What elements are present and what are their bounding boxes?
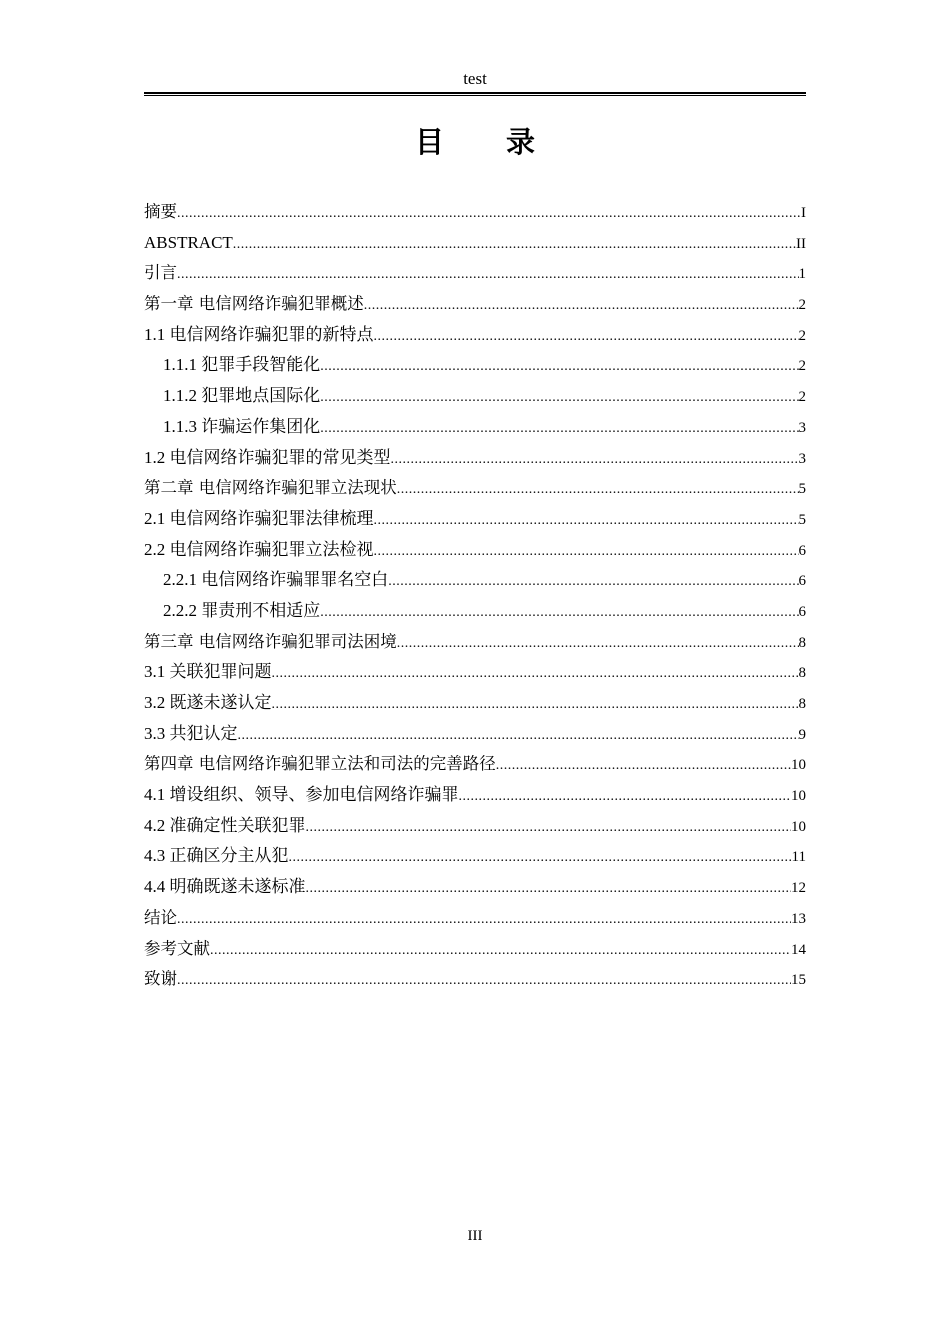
toc-entry[interactable] bbox=[144, 903, 806, 934]
toc-entry-label: 1.2 电信网络诈骗犯罪的常见类型 bbox=[144, 447, 391, 467]
toc-entry[interactable] bbox=[144, 565, 806, 596]
toc-entry-page: 6 bbox=[798, 603, 806, 620]
page-number: III bbox=[467, 1228, 483, 1244]
toc-leader-dots bbox=[374, 506, 799, 536]
toc-entry[interactable] bbox=[144, 504, 806, 535]
toc-entry-label: 2.1 电信网络诈骗犯罪法律梳理 bbox=[144, 508, 374, 528]
toc-entry-page: 5 bbox=[798, 481, 806, 498]
toc-entry-label: 第三章 电信网络诈骗犯罪司法困境 bbox=[144, 631, 397, 651]
toc-entry-label: 第二章 电信网络诈骗犯罪立法现状 bbox=[144, 478, 397, 498]
toc-leader-dots bbox=[391, 445, 799, 475]
toc-leader-dots bbox=[306, 874, 792, 904]
toc-leader-dots bbox=[320, 383, 798, 413]
toc-entry-page: 9 bbox=[798, 726, 806, 743]
toc-leader-dots bbox=[388, 567, 798, 597]
toc-entry-label: 2.2.2 罪责刑不相适应 bbox=[163, 600, 321, 620]
toc-leader-dots bbox=[177, 199, 801, 229]
toc-entry-page: 2 bbox=[798, 327, 806, 344]
toc-entry[interactable] bbox=[144, 320, 806, 351]
toc-leader-dots bbox=[210, 936, 791, 966]
toc-entry-label: 3.3 共犯认定 bbox=[144, 723, 238, 743]
toc-entry-page: 2 bbox=[798, 358, 806, 375]
toc-entry-label: 1.1.3 诈骗运作集团化 bbox=[163, 416, 321, 436]
toc-entry-page: 3 bbox=[798, 419, 806, 436]
toc-leader-dots bbox=[320, 414, 798, 444]
toc-leader-dots bbox=[459, 782, 792, 812]
toc-entry[interactable] bbox=[144, 688, 806, 719]
page-header: test bbox=[463, 69, 487, 88]
toc-entry[interactable] bbox=[144, 381, 806, 412]
toc-leader-dots bbox=[238, 721, 799, 751]
toc-leader-dots bbox=[272, 659, 799, 689]
toc-entry[interactable] bbox=[144, 780, 806, 811]
toc-entry[interactable] bbox=[144, 934, 806, 965]
toc-entry[interactable] bbox=[144, 964, 806, 995]
toc-entry-page: 10 bbox=[791, 757, 806, 774]
toc-entry-label: 第一章 电信网络诈骗犯罪概述 bbox=[144, 294, 364, 314]
toc-leader-dots bbox=[177, 966, 791, 996]
toc-entry-page: 5 bbox=[798, 511, 806, 528]
toc-entry[interactable] bbox=[144, 749, 806, 780]
toc-entry-page: 1 bbox=[798, 266, 806, 283]
toc-entry-label: ABSTRACT bbox=[144, 232, 233, 252]
toc-entry-page: 6 bbox=[798, 573, 806, 590]
toc-entry-label: 4.1 增设组织、领导、参加电信网络诈骗罪 bbox=[144, 785, 459, 805]
toc-entry[interactable] bbox=[144, 719, 806, 750]
toc-leader-dots bbox=[177, 905, 791, 935]
toc-entry[interactable] bbox=[144, 841, 806, 872]
toc-leader-dots bbox=[272, 690, 799, 720]
toc-entry[interactable] bbox=[144, 258, 806, 289]
toc-entry[interactable] bbox=[144, 350, 806, 381]
toc-entry-label: 4.2 准确定性关联犯罪 bbox=[144, 815, 306, 835]
toc-entry[interactable] bbox=[144, 443, 806, 474]
toc-entry-page: II bbox=[796, 235, 806, 252]
toc-entry-page: 11 bbox=[791, 849, 806, 866]
toc-entry-page: 15 bbox=[791, 972, 806, 989]
toc-leader-dots bbox=[496, 751, 791, 781]
toc-entry-page: 13 bbox=[791, 910, 806, 927]
toc-entry-label: 2.2 电信网络诈骗犯罪立法检视 bbox=[144, 539, 374, 559]
toc-leader-dots bbox=[374, 322, 799, 352]
toc-entry-page: 2 bbox=[798, 389, 806, 406]
toc-leader-dots bbox=[397, 475, 799, 505]
toc-entry[interactable] bbox=[144, 228, 806, 259]
toc-entry-label: 1.1.1 犯罪手段智能化 bbox=[163, 355, 321, 375]
toc-entry-label: 3.2 既遂未遂认定 bbox=[144, 693, 272, 712]
header-rule-thin bbox=[144, 95, 806, 96]
toc-entry-page: 2 bbox=[798, 297, 806, 314]
toc-entry-label: 1.1.2 犯罪地点国际化 bbox=[163, 386, 321, 406]
toc-entry-label: 3.1 关联犯罪问题 bbox=[144, 662, 272, 682]
toc-entry-label: 引言 bbox=[144, 263, 177, 283]
toc-entry-page: I bbox=[801, 205, 806, 221]
toc-entry-label: 1.1 电信网络诈骗犯罪的新特点 bbox=[144, 324, 374, 344]
toc-entry-label: 致谢 bbox=[144, 969, 177, 989]
toc-leader-dots bbox=[177, 260, 799, 290]
toc-entry[interactable] bbox=[144, 872, 806, 903]
toc-entry-page: 12 bbox=[791, 880, 806, 897]
toc-entry-label: 摘要 bbox=[144, 202, 177, 221]
toc-leader-dots bbox=[306, 813, 792, 843]
toc-entry-page: 14 bbox=[791, 941, 806, 958]
toc-leader-dots bbox=[289, 843, 792, 873]
toc-entry[interactable] bbox=[144, 596, 806, 627]
toc-entry[interactable] bbox=[144, 412, 806, 443]
toc-entry-label: 第四章 电信网络诈骗犯罪立法和司法的完善路径 bbox=[144, 754, 496, 774]
toc-entry[interactable] bbox=[144, 289, 806, 320]
toc-entry[interactable] bbox=[144, 811, 806, 842]
toc-entry-page: 8 bbox=[798, 634, 806, 651]
toc-entry-label: 结论 bbox=[144, 907, 177, 927]
toc-entry-page: 8 bbox=[798, 696, 806, 712]
header-rule-thick bbox=[144, 92, 806, 94]
toc-entry[interactable] bbox=[144, 535, 806, 566]
toc-entry-label: 2.2.1 电信网络诈骗罪罪名空白 bbox=[163, 570, 389, 590]
table-of-contents bbox=[144, 197, 806, 995]
toc-entry-page: 3 bbox=[798, 450, 806, 467]
toc-entry[interactable] bbox=[144, 657, 806, 688]
toc-entry-page: 10 bbox=[791, 818, 806, 835]
toc-leader-dots bbox=[374, 537, 799, 567]
toc-leader-dots bbox=[320, 598, 798, 628]
toc-leader-dots bbox=[397, 629, 799, 659]
toc-entry-page: 10 bbox=[791, 788, 806, 805]
toc-leader-dots bbox=[364, 291, 799, 321]
toc-title: 目 录 bbox=[414, 125, 562, 159]
toc-leader-dots bbox=[233, 230, 796, 260]
toc-entry[interactable] bbox=[144, 197, 806, 228]
toc-entry-label: 参考文献 bbox=[144, 938, 210, 958]
toc-entry-page: 8 bbox=[798, 665, 806, 682]
toc-entry-label: 4.4 明确既遂未遂标准 bbox=[144, 877, 306, 897]
toc-entry-label: 4.3 正确区分主从犯 bbox=[144, 846, 289, 866]
toc-entry[interactable] bbox=[144, 473, 806, 504]
toc-entry-page: 6 bbox=[798, 542, 806, 559]
toc-entry[interactable] bbox=[144, 627, 806, 658]
toc-leader-dots bbox=[320, 352, 798, 382]
